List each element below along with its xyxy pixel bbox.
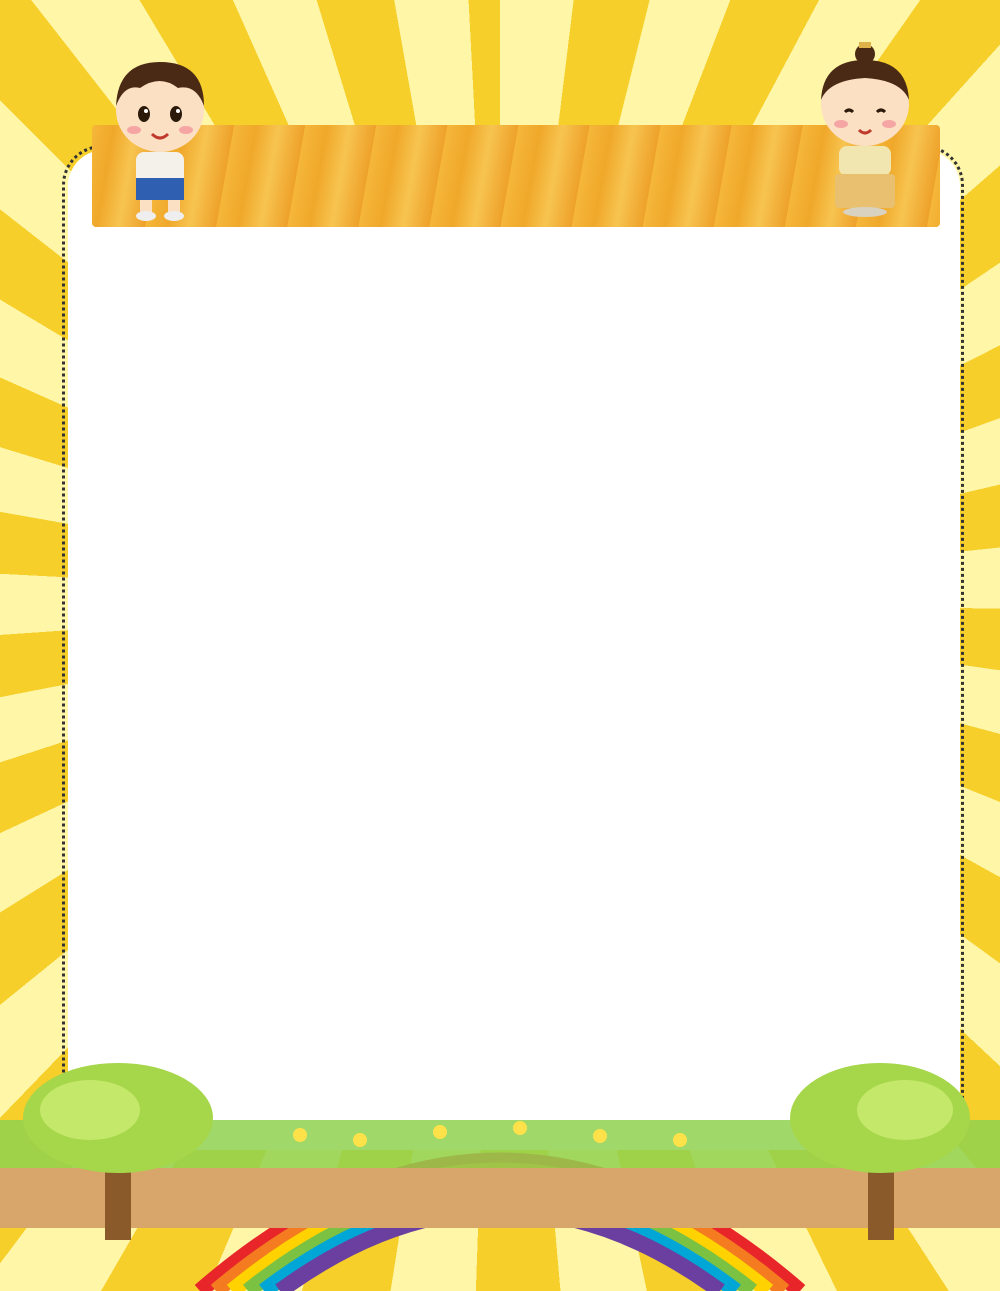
girl-character-illustration <box>805 40 925 220</box>
top-pencil-border <box>0 0 1000 26</box>
worksheet-paper <box>68 150 960 1150</box>
boy-character-illustration <box>100 48 220 223</box>
liveworksheets-logo-icon <box>966 1259 988 1283</box>
liveworksheets-watermark <box>966 1256 992 1286</box>
bottom-pencil-border <box>0 1212 1000 1291</box>
